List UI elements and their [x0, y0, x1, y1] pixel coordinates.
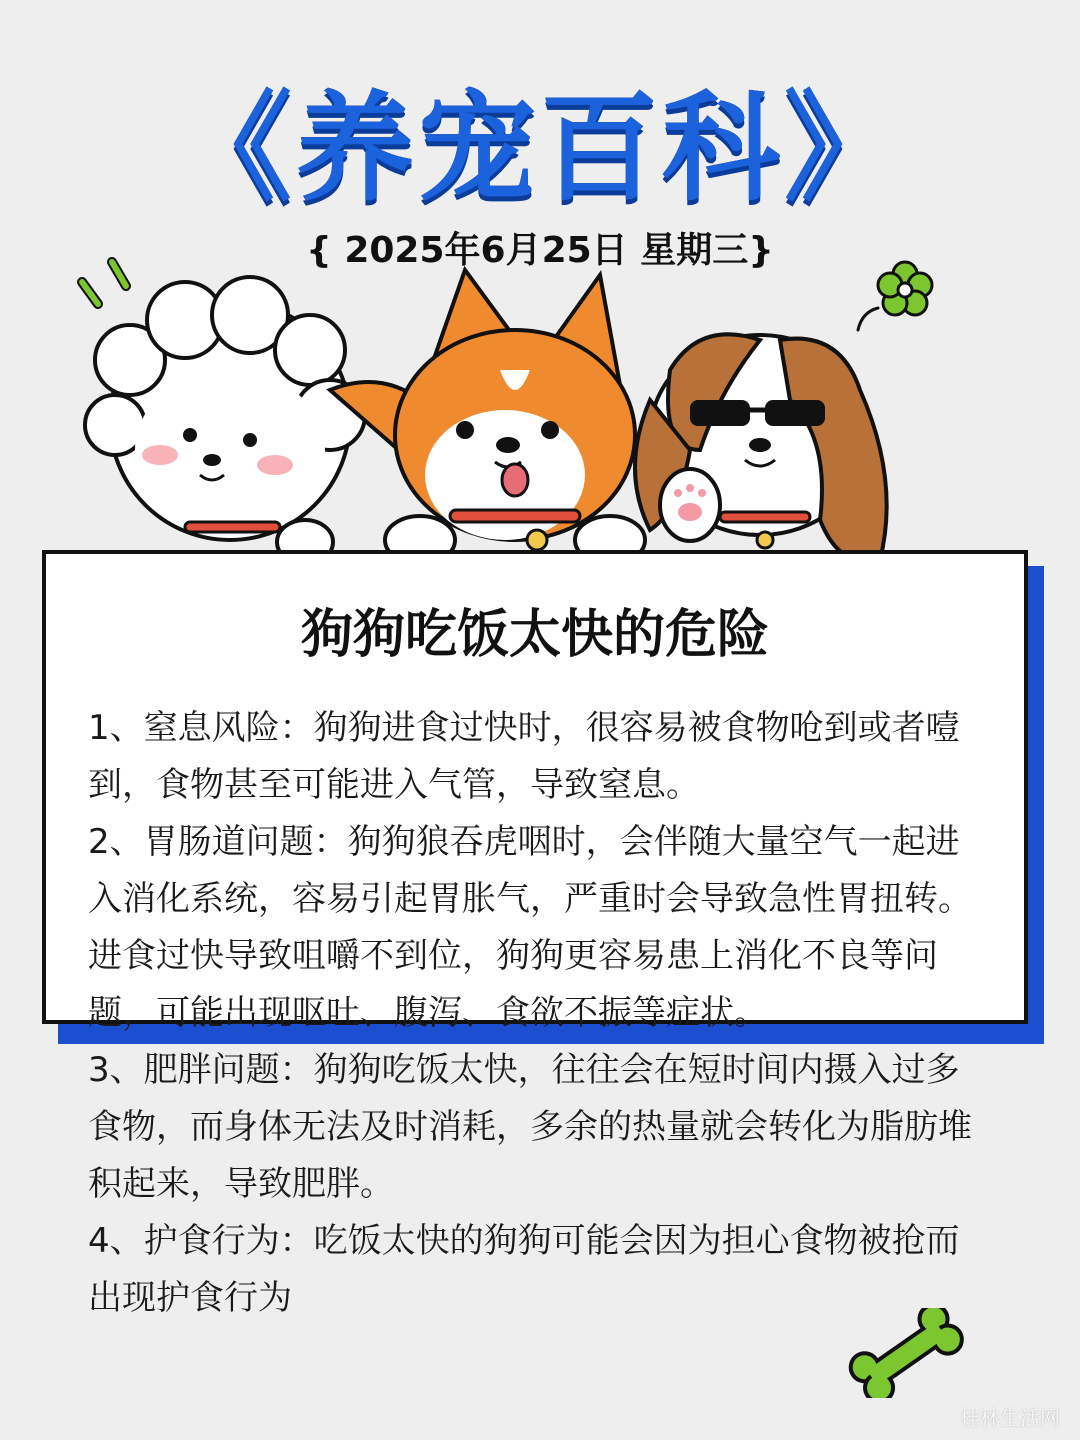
- poodle-illustration: [85, 277, 365, 564]
- point-1: 1、窒息风险：狗狗进食过快时，很容易被食物呛到或者噎到，食物甚至可能进入气管，导致窒息。: [88, 708, 960, 805]
- date-line: { 2025年6月25日 星期三}: [306, 230, 774, 271]
- watermark: 桂林生活网: [960, 1406, 1060, 1430]
- article-body: [88, 700, 988, 1327]
- bone-icon: [836, 1308, 976, 1398]
- flower-icon: [878, 262, 932, 315]
- corgi-illustration: [330, 270, 645, 564]
- article-content: [42, 550, 1028, 1318]
- sparkle-icon: [82, 262, 126, 304]
- article-title: 狗狗吃饭太快的危险: [300, 605, 769, 665]
- point-2: 2、胃肠道问题：狗狗狼吞虎咽时，会伴随大量空气一起进入消化系统，容易引起胃胀气，严重时会导致急性胃扭转。进食过快导致咀嚼不到位，狗狗更容易患上消化不良等问题，可能出现呕吐、腹泻、食欲不振等症状。: [88, 822, 972, 1033]
- page-title: 《养宠百科》: [173, 79, 906, 217]
- point-3: 3、肥胖问题：狗狗吃饭太快，往往会在短时间内摄入过多食物，而身体无法及时消耗，多余的热量就会转化为脂肪堆积起来，导致肥胖。: [88, 1050, 972, 1204]
- spaniel-illustration: [635, 334, 887, 561]
- point-4: 4、护食行为：吃饭太快的狗狗可能会因为担心食物被抢而出现护食行为: [88, 1221, 960, 1318]
